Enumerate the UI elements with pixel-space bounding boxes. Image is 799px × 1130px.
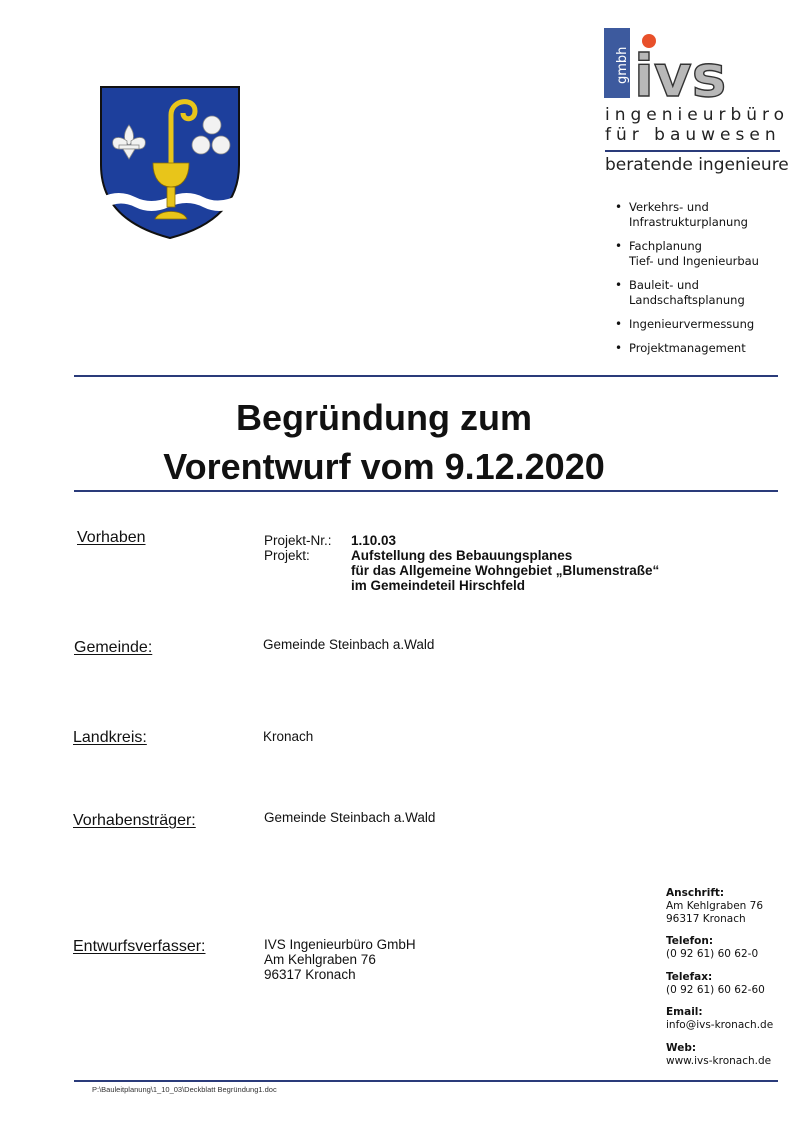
logo-gmbh-text: gmbh <box>615 46 630 84</box>
document-title <box>74 393 694 491</box>
web-label: Web: <box>666 1042 697 1054</box>
web-link[interactable]: www.ivs-kronach.de <box>666 1055 772 1067</box>
footer-file-path: P:\Bauleitplanung\1_10_03\Deckblatt Begründung1.doc <box>92 1085 277 1094</box>
telefon-value: (0 92 61) 60 62-0 <box>666 948 759 960</box>
landkreis-value: Kronach <box>263 729 314 744</box>
verfasser-label: Entwurfsverfasser: <box>73 938 206 955</box>
landkreis-label: Landkreis: <box>73 729 147 746</box>
coat-of-arms-image <box>99 85 241 240</box>
ivs-logo <box>604 28 779 98</box>
title-divider <box>74 490 778 492</box>
traeger-label: Vorhabensträger: <box>73 812 196 829</box>
header-divider <box>74 375 778 377</box>
service-item: • Ingenieurvermessung <box>615 317 795 332</box>
projekt-line-1: Aufstellung des Bebauungsplanes <box>351 548 573 563</box>
email-label: Email: <box>666 1006 703 1018</box>
logo-line-ingenieurbuero: ingenieurbüro <box>605 105 790 125</box>
title-line-2: Vorentwurf vom 9.12.2020 <box>163 446 605 487</box>
logo-line-fuer-bauwesen: für bauwesen <box>605 125 781 145</box>
telefon-label: Telefon: <box>666 935 714 947</box>
verfasser-line-3: 96317 Kronach <box>264 967 356 982</box>
title-line-1: Begründung zum <box>236 397 532 438</box>
verfasser-line-2: Am Kehlgraben 76 <box>264 952 376 967</box>
gemeinde-value: Gemeinde Steinbach a.Wald <box>263 637 435 652</box>
telefax-label: Telefax: <box>666 971 713 983</box>
verfasser-line-1: IVS Ingenieurbüro GmbH <box>264 937 416 952</box>
service-item: • Fachplanung Tief- und Ingenieurbau <box>615 239 795 269</box>
email-link[interactable]: info@ivs-kronach.de <box>666 1019 774 1031</box>
logo-divider <box>605 150 780 152</box>
traeger-value: Gemeinde Steinbach a.Wald <box>264 810 436 825</box>
service-item: • Bauleit- und Landschaftsplanung <box>615 278 795 308</box>
logo-subtitle: beratende ingenieure <box>605 155 789 175</box>
gemeinde-label: Gemeinde: <box>74 639 153 656</box>
projekt-nr-value: 1.10.03 <box>351 533 397 548</box>
logo-brand-text: ivs <box>634 42 727 98</box>
anschrift-line-1: Am Kehlgraben 76 <box>666 900 764 912</box>
projekt-label: Projekt: <box>264 548 310 563</box>
service-item: • Projektmanagement <box>615 341 795 356</box>
telefax-value: (0 92 61) 60 62-60 <box>666 984 765 996</box>
anschrift-line-2: 96317 Kronach <box>666 913 746 925</box>
footer-divider <box>74 1080 778 1082</box>
projekt-line-3: im Gemeindeteil Hirschfeld <box>351 578 526 593</box>
anschrift-label: Anschrift: <box>666 887 725 899</box>
services-list <box>615 200 795 365</box>
projekt-line-2: für das Allgemeine Wohngebiet „Blumenstraße“ <box>351 563 660 578</box>
service-item: • Verkehrs- und Infrastrukturplanung <box>615 200 795 230</box>
projekt-nr-label: Projekt-Nr.: <box>264 533 332 548</box>
vorhaben-label: Vorhaben <box>77 529 146 546</box>
